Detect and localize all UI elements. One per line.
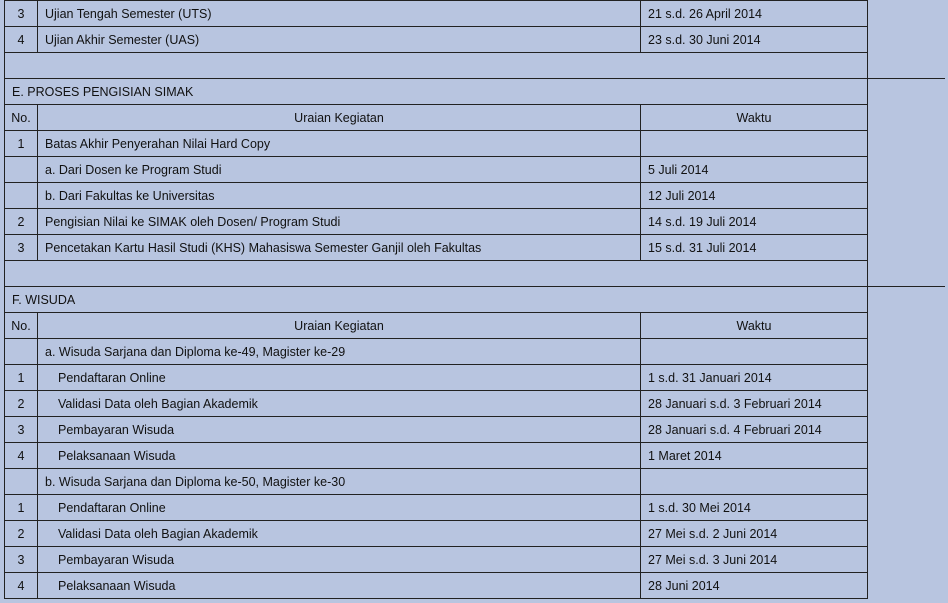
header-description: Uraian Kegiatan [38,105,641,131]
table-row [5,547,945,573]
row-description: Validasi Data oleh Bagian Akademik [38,391,641,417]
row-time: 28 Januari s.d. 4 Februari 2014 [641,417,868,443]
row-time [641,131,868,157]
group-row [5,469,945,495]
row-time: 27 Mei s.d. 3 Juni 2014 [641,547,868,573]
row-time: 27 Mei s.d. 2 Juni 2014 [641,521,868,547]
row-time: 12 Juli 2014 [641,183,868,209]
row-number [5,157,38,183]
row-description: a. Dari Dosen ke Program Studi [38,157,641,183]
header-description: Uraian Kegiatan [38,313,641,339]
group-title: b. Wisuda Sarjana dan Diploma ke-50, Magister ke-30 [38,469,641,495]
row-number: 2 [5,209,38,235]
row-number: 3 [5,417,38,443]
row-description: Pelaksanaan Wisuda [38,573,641,599]
row-number: 1 [5,365,38,391]
table-row [5,521,945,547]
table-header-row [5,105,945,131]
table-row [5,417,945,443]
row-description: Pembayaran Wisuda [38,547,641,573]
table-row [5,209,945,235]
row-description: Pengisian Nilai ke SIMAK oleh Dosen/ Program Studi [38,209,641,235]
row-number: 3 [5,547,38,573]
row-number: 4 [5,443,38,469]
row-number: 3 [5,235,38,261]
section-title-row [5,79,945,105]
group-row [5,339,945,365]
empty-cell [868,1,945,27]
row-time: 1 Maret 2014 [641,443,868,469]
row-description: Ujian Akhir Semester (UAS) [38,27,641,53]
row-description: Pembayaran Wisuda [38,417,641,443]
table-row [5,391,945,417]
table-row [5,573,945,599]
group-title: a. Wisuda Sarjana dan Diploma ke-49, Magister ke-29 [38,339,641,365]
header-time: Waktu [641,105,868,131]
schedule-sheet [4,0,944,599]
section-title-row [5,287,945,313]
row-number: 1 [5,131,38,157]
row-number: 1 [5,495,38,521]
table-row [5,235,945,261]
row-description: Batas Akhir Penyerahan Nilai Hard Copy [38,131,641,157]
empty-cell [868,27,945,53]
row-number [5,183,38,209]
row-time: 5 Juli 2014 [641,157,868,183]
spacer-row [5,53,945,79]
table-row [5,443,945,469]
row-description: Validasi Data oleh Bagian Akademik [38,521,641,547]
table-row [5,27,945,53]
row-time: 14 s.d. 19 Juli 2014 [641,209,868,235]
row-number: 4 [5,573,38,599]
table-row [5,365,945,391]
row-number: 4 [5,27,38,53]
row-number: 2 [5,521,38,547]
row-time: 1 s.d. 31 Januari 2014 [641,365,868,391]
schedule-table [4,0,945,599]
row-time: 1 s.d. 30 Mei 2014 [641,495,868,521]
section-title: F. WISUDA [5,287,868,313]
row-description: Pencetakan Kartu Hasil Studi (KHS) Mahasiswa Semester Ganjil oleh Fakultas [38,235,641,261]
row-time: 28 Juni 2014 [641,573,868,599]
row-description: Pendaftaran Online [38,495,641,521]
table-header-row [5,313,945,339]
row-description: b. Dari Fakultas ke Universitas [38,183,641,209]
row-time: 28 Januari s.d. 3 Februari 2014 [641,391,868,417]
row-description: Pendaftaran Online [38,365,641,391]
row-number: 2 [5,391,38,417]
row-description: Pelaksanaan Wisuda [38,443,641,469]
table-row [5,183,945,209]
row-time: 21 s.d. 26 April 2014 [641,1,868,27]
table-row [5,131,945,157]
row-description: Ujian Tengah Semester (UTS) [38,1,641,27]
table-row [5,1,945,27]
row-number: 3 [5,1,38,27]
table-row [5,157,945,183]
spacer-row [5,261,945,287]
row-time: 23 s.d. 30 Juni 2014 [641,27,868,53]
table-row [5,495,945,521]
header-no: No. [5,105,38,131]
header-no: No. [5,313,38,339]
section-title: E. PROSES PENGISIAN SIMAK [5,79,868,105]
row-time: 15 s.d. 31 Juli 2014 [641,235,868,261]
header-time: Waktu [641,313,868,339]
